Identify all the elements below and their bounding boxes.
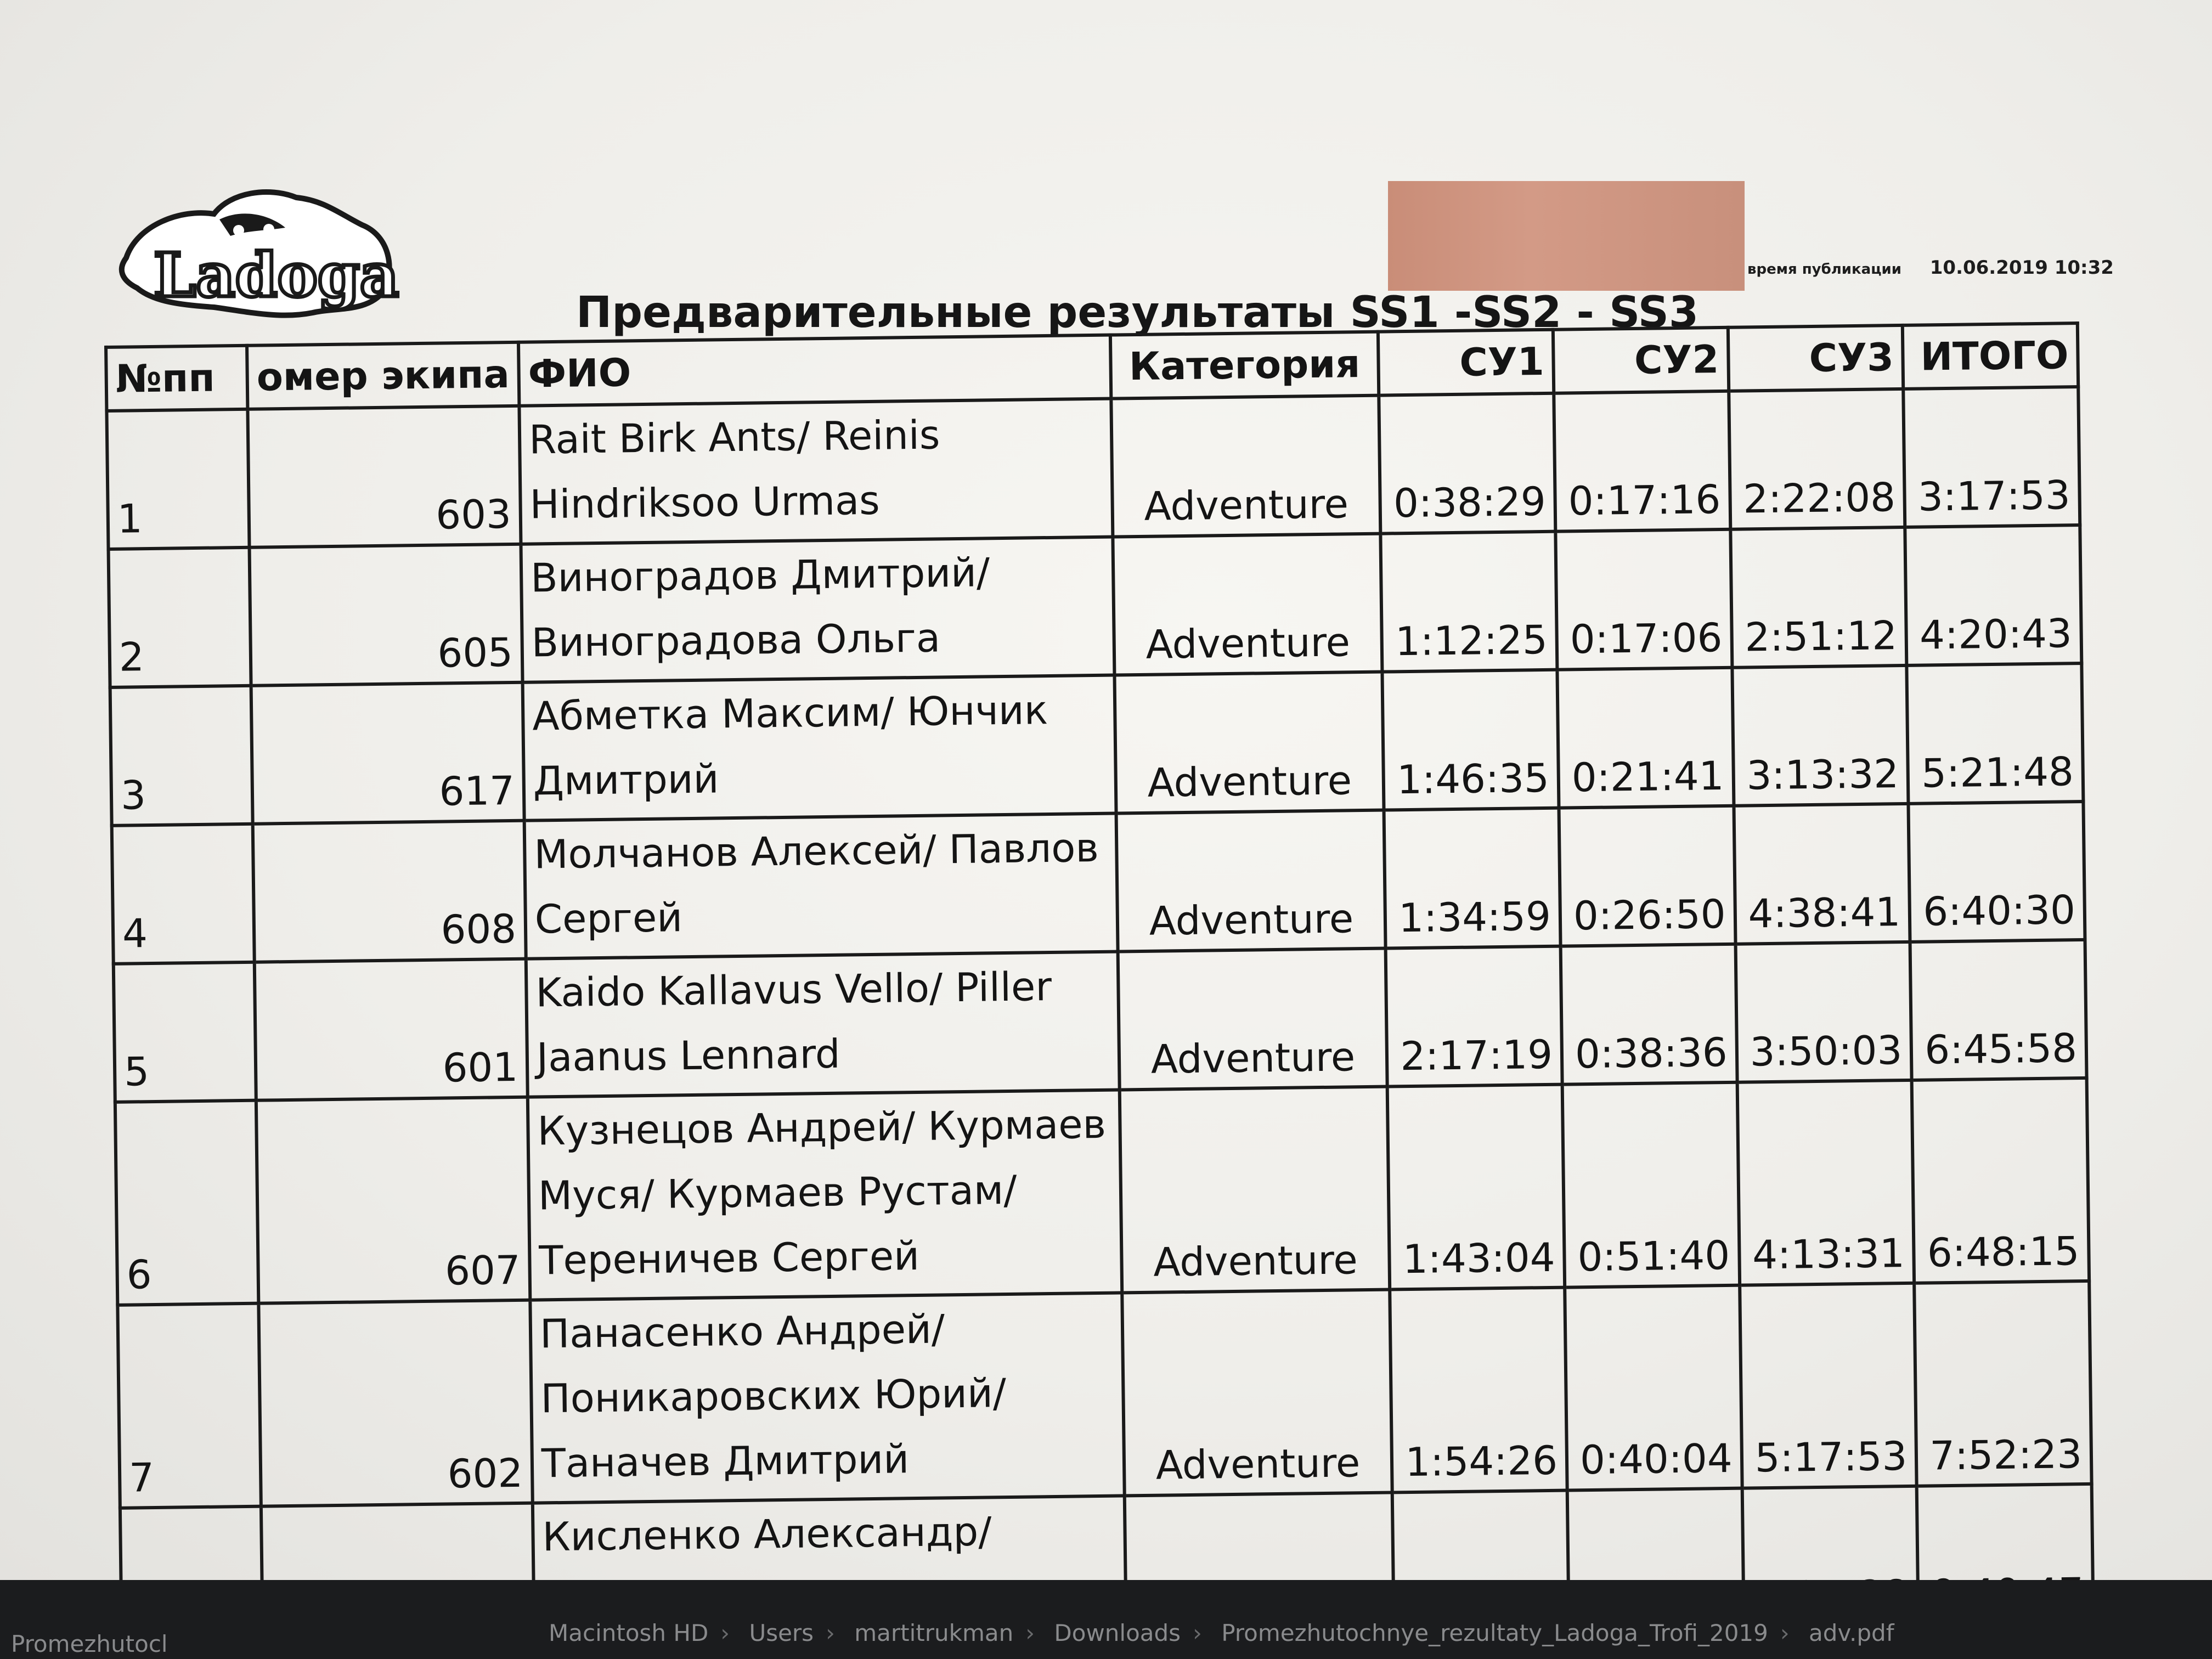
results-table [104, 321, 2095, 1648]
cell-ss1: 1:43:04 [1387, 1085, 1565, 1290]
cell-crew-no: 602 [258, 1300, 532, 1506]
cell-idx: 7 [117, 1304, 261, 1508]
cell-crew-no: 605 [250, 544, 523, 686]
cell-ss2: 0:40:04 [1565, 1285, 1742, 1491]
cell-total: 7:52:23 [1914, 1281, 2091, 1486]
cell-ss2: 0:17:16 [1554, 391, 1730, 532]
cell-idx: 6 [115, 1101, 259, 1305]
cell-ss3: 4:13:31 [1737, 1080, 1914, 1285]
finder-path-bar: Macintosh HD › Users › martitrukman › Downloads › Promezhutochnye_rezultaty_Ladoga_Trofi_2019 › adv.pdf [549, 1620, 1894, 1646]
cell-idx: 1 [106, 409, 249, 549]
cell-ss3: 5:17:53 [1740, 1283, 1917, 1488]
header-ss1: СУ1 [1378, 330, 1554, 396]
cell-category: Adventure [1111, 396, 1381, 537]
svg-text:Ladoga: Ladoga [154, 240, 399, 311]
table-row [109, 525, 2082, 687]
table-row [115, 1078, 2089, 1305]
cell-ss1: 2:17:19 [1386, 946, 1562, 1087]
table-row [106, 387, 2080, 549]
header-name: ФИО [518, 335, 1111, 406]
cell-total: 5:21:48 [1907, 663, 2084, 804]
cell-name: Кузнецов Андрей/ Курмаев Муся/ Курмаев Рустам/ Тереничев Сергей [528, 1090, 1122, 1300]
cell-idx: 5 [114, 962, 256, 1102]
cell-crew-no: 617 [251, 682, 524, 824]
cell-category: Adventure [1119, 1087, 1390, 1293]
cell-ss3: 4:38:41 [1734, 804, 1910, 944]
cell-category: Adventure [1118, 949, 1387, 1090]
cell-crew-no: 607 [256, 1097, 530, 1304]
cell-ss2: 0:17:06 [1555, 529, 1732, 670]
ladoga-logo-icon [104, 176, 400, 329]
header-ss2: СУ2 [1553, 328, 1729, 393]
table-row [110, 663, 2084, 826]
cell-name: Молчанов Алексей/ Павлов Сергей [524, 814, 1118, 959]
header-total: ИТОГО [1903, 323, 2078, 389]
cell-name: Кисленко Александр/ [533, 1496, 1126, 1641]
cell-ss2: 0:21:41 [1557, 668, 1734, 808]
path-item-users[interactable]: Users [749, 1620, 814, 1646]
page-title: Предварительные результаты SS1 -SS2 - SS3 [576, 288, 1699, 337]
redacted-block [1388, 181, 1745, 291]
cell-total: 4:20:43 [1905, 525, 2082, 665]
cell-ss1: 1:12:25 [1381, 532, 1558, 672]
cell-ss1: 0:38:29 [1379, 393, 1556, 534]
path-item-folder[interactable]: Promezhutochnye_rezultaty_Ladoga_Trofi_2019 [1221, 1620, 1768, 1646]
cell-total: 6:40:30 [1909, 802, 2085, 942]
cell-ss2: 0:26:50 [1559, 806, 1735, 946]
header-idx: №пп [106, 346, 247, 411]
taskbar [0, 1580, 2212, 1659]
cell-name: Виноградов Дмитрий/ Виноградова Ольга [521, 537, 1114, 682]
cell-crew-no: 608 [253, 821, 526, 962]
cell-name: Kaido Kallavus Vello/ Piller Jaanus Lennard [526, 952, 1120, 1097]
cell-category: Adventure [1114, 672, 1384, 814]
cell-name: Панасенко Андрей/ Поникаровских Юрий/ Таначев Дмитрий [530, 1293, 1124, 1503]
cell-category: Adventure [1113, 534, 1383, 675]
cell-total: 3:17:53 [1903, 387, 2080, 527]
cell-ss3: 2:22:08 [1729, 389, 1905, 529]
cell-name: Rait Birk Ants/ Reinis Hindriksoo Urmas [519, 399, 1113, 544]
path-item-downloads[interactable]: Downloads [1054, 1620, 1181, 1646]
cell-ss1: 1:46:35 [1383, 670, 1559, 810]
path-item-file[interactable]: adv.pdf [1809, 1620, 1894, 1646]
cell-category: Adventure [1116, 810, 1386, 952]
cell-ss1: 1:34:59 [1384, 808, 1561, 949]
cell-total: 6:45:58 [1910, 940, 2087, 1080]
table-row [114, 940, 2087, 1102]
cell-idx: 4 [112, 824, 255, 964]
ladoga-logo [104, 176, 400, 329]
header-category: Категория [1110, 332, 1379, 399]
header-crew-no: омер экипа [247, 342, 519, 409]
cell-ss2: 0:51:40 [1562, 1082, 1740, 1288]
cell-ss1: 1:54:26 [1390, 1288, 1567, 1493]
taskbar-app-label: Promezhutocl [11, 1630, 168, 1657]
header-ss3: СУ3 [1728, 325, 1903, 391]
cell-ss3: 3:13:32 [1732, 665, 1909, 806]
table-row [112, 802, 2085, 964]
table-row [117, 1281, 2091, 1508]
path-item-user[interactable]: martitrukman [854, 1620, 1014, 1646]
cell-crew-no: 603 [248, 406, 521, 548]
cell-ss3: 3:50:03 [1735, 942, 1912, 1082]
cell-category: Adventure [1122, 1289, 1392, 1496]
publish-time-label: время публикации [1747, 261, 1901, 278]
cell-idx: 2 [109, 548, 251, 687]
cell-ss3: 2:51:12 [1730, 527, 1907, 668]
cell-total: 6:48:15 [1912, 1078, 2089, 1283]
cell-name: Абметка Максим/ Юнчик Дмитрий [523, 675, 1116, 821]
publish-time-value: 10.06.2019 10:32 [1929, 257, 2114, 279]
path-item-disk[interactable]: Macintosh HD [549, 1620, 709, 1646]
cell-crew-no: 601 [255, 959, 528, 1101]
cell-idx: 3 [110, 686, 253, 826]
publish-time [1747, 257, 2114, 279]
cell-ss2: 0:38:36 [1561, 944, 1737, 1085]
